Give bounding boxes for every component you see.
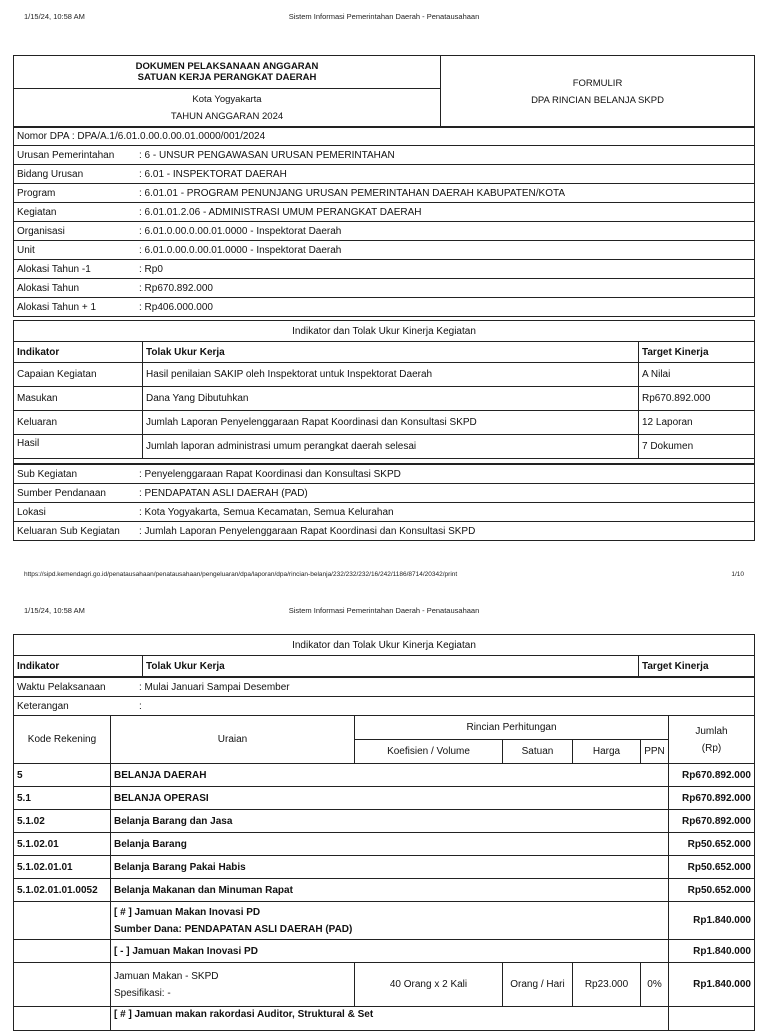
- sub-label: Lokasi: [17, 506, 46, 518]
- col-uraian: Uraian: [111, 716, 355, 764]
- info-value: : 6.01.01 - PROGRAM PENUNJANG URUSAN PEMERINTAHAN DAERAH KABUPATEN/KOTA: [139, 187, 566, 199]
- col-indikator: Indikator: [14, 656, 143, 677]
- item-name: Jamuan Makan - SKPD: [114, 970, 219, 982]
- cell-harga: Rp23.000: [573, 963, 641, 1007]
- info-row: [14, 222, 755, 241]
- group-sumber-dana: Sumber Dana: PENDAPATAN ASLI DAERAH (PAD): [114, 923, 353, 935]
- info-row: [14, 260, 755, 279]
- col-target: Target Kinerja: [639, 656, 755, 677]
- info-label: Alokasi Tahun -1: [17, 263, 91, 275]
- rincian-belanja-table: [13, 715, 755, 1031]
- col-tolak-ukur: Tolak Ukur Kerja: [143, 656, 639, 677]
- table-row: [14, 902, 755, 940]
- sub-row: [14, 465, 755, 484]
- sub-value: : Penyelenggaraan Rapat Koordinasi dan Konsultasi SKPD: [139, 468, 401, 480]
- info-value: : 6.01.01.2.06 - ADMINISTRASI UMUM PERANGKAT DAERAH: [139, 206, 422, 218]
- cell-indikator: Masukan: [14, 387, 143, 411]
- info-value: : Rp0: [139, 263, 163, 275]
- table-row: [14, 833, 755, 856]
- cell-jumlah: Rp1.840.000: [669, 940, 755, 963]
- cell-target: 7 Dokumen: [639, 435, 755, 459]
- page-header-2: [0, 606, 768, 620]
- cell-target: Rp670.892.000: [639, 387, 755, 411]
- info-label: Alokasi Tahun: [17, 282, 80, 294]
- sub-kegiatan-table: [13, 464, 755, 541]
- print-datetime: 1/15/24, 10:58 AM: [24, 12, 85, 21]
- table-row: [14, 879, 755, 902]
- cell-uraian: BELANJA DAERAH: [111, 764, 669, 787]
- waktu-table: [13, 677, 755, 716]
- table-row: [14, 411, 755, 435]
- cell-uraian: [ - ] Jamuan Makan Inovasi PD: [111, 940, 669, 963]
- table-row: [14, 435, 755, 459]
- col-jumlah-unit: (Rp): [701, 742, 722, 754]
- info-row: [14, 241, 755, 260]
- info-label: Alokasi Tahun + 1: [17, 301, 97, 313]
- info-label: Bidang Urusan: [17, 168, 84, 180]
- info-row: [14, 184, 755, 203]
- info-label: Organisasi: [17, 225, 65, 237]
- print-url: https://sipd.kemendagri.go.id/penatausahaan/penatausahaan/pengeluaran/dpa/laporan/dpa/rincian-belanja/232/232/232/16/242/1186/8714/20342/print: [24, 571, 458, 578]
- cell-kode: [14, 902, 111, 940]
- cell-indikator: Hasil: [14, 435, 143, 459]
- cell-tolak: Dana Yang Dibutuhkan: [143, 387, 639, 411]
- cell-jumlah: Rp670.892.000: [669, 764, 755, 787]
- cell-tolak: Hasil penilaian SAKIP oleh Inspektorat untuk Inspektorat Daerah: [143, 363, 639, 387]
- col-indikator: Indikator: [14, 342, 143, 363]
- cell-uraian: Belanja Barang Pakai Habis: [111, 856, 669, 879]
- indikator-title: Indikator dan Tolak Ukur Kinerja Kegiatan: [14, 321, 755, 342]
- sub-row: [14, 522, 755, 541]
- col-jumlah-label: Jumlah: [695, 725, 728, 737]
- col-tolak-ukur: Tolak Ukur Kerja: [143, 342, 639, 363]
- sub-row: [14, 503, 755, 522]
- cell-kode: [14, 1007, 111, 1031]
- sub-label: Sumber Pendanaan: [17, 487, 106, 499]
- col-ppn: PPN: [641, 740, 669, 764]
- cell-kode: [14, 963, 111, 1007]
- doc-title-line2: SATUAN KERJA PERANGKAT DAERAH: [137, 72, 317, 83]
- doc-title: [14, 56, 441, 89]
- info-row: [14, 146, 755, 165]
- info-value: : Rp406.000.000: [139, 301, 213, 313]
- cell-uraian: [111, 963, 355, 1007]
- sub-label: Sub Kegiatan: [17, 468, 78, 480]
- col-rincian-perhitungan: Rincian Perhitungan: [355, 716, 669, 740]
- cell-target: 12 Laporan: [639, 411, 755, 435]
- table-row: [14, 810, 755, 833]
- nomor-dpa: Nomor DPA : DPA/A.1/6.01.0.00.0.00.01.0000/001/2024: [14, 127, 755, 146]
- info-label: Unit: [17, 244, 35, 256]
- col-harga: Harga: [573, 740, 641, 764]
- table-row: [14, 963, 755, 1007]
- info-row: [14, 203, 755, 222]
- cell-kode: 5.1.02.01.01: [14, 856, 111, 879]
- info-label: Kegiatan: [17, 206, 57, 218]
- cell-jumlah: Rp670.892.000: [669, 810, 755, 833]
- doc-city-year: [14, 89, 441, 128]
- cell-jumlah: Rp670.892.000: [669, 787, 755, 810]
- cell-koefisien: 40 Orang x 2 Kali: [355, 963, 503, 1007]
- info-row: [14, 279, 755, 298]
- dpa-info-table: [13, 126, 755, 317]
- col-kode-rekening: Kode Rekening: [14, 716, 111, 764]
- col-satuan: Satuan: [503, 740, 573, 764]
- table-row: [14, 856, 755, 879]
- sub-label: Keluaran Sub Kegiatan: [17, 525, 120, 537]
- cell-uraian: [ # ] Jamuan makan rakordasi Auditor, Struktural & Set: [111, 1007, 669, 1031]
- cell-tolak: Jumlah Laporan Penyelenggaraan Rapat Koordinasi dan Konsultasi SKPD: [143, 411, 639, 435]
- page-number: 1/10: [731, 571, 744, 578]
- table-row: [14, 1007, 755, 1031]
- cell-kode: 5.1: [14, 787, 111, 810]
- cell-uraian: BELANJA OPERASI: [111, 787, 669, 810]
- form-line1: FORMULIR: [572, 77, 623, 89]
- col-target: Target Kinerja: [639, 342, 755, 363]
- cell-indikator: Capaian Kegiatan: [14, 363, 143, 387]
- item-spesifikasi: Spesifikasi: -: [114, 987, 171, 999]
- sub-value: : Jumlah Laporan Penyelenggaraan Rapat Koordinasi dan Konsultasi SKPD: [139, 525, 476, 537]
- form-title: [441, 56, 755, 128]
- sub-value: : Kota Yogyakarta, Semua Kecamatan, Semua Kelurahan: [139, 506, 394, 518]
- cell-uraian: [111, 902, 669, 940]
- waktu-value: : Mulai Januari Sampai Desember: [139, 681, 290, 693]
- doc-title-line1: DOKUMEN PELAKSANAAN ANGGARAN: [135, 61, 319, 72]
- city: Kota Yogyakarta: [192, 94, 262, 105]
- info-value: : Rp670.892.000: [139, 282, 213, 294]
- table-row: [14, 363, 755, 387]
- keterangan-row: [14, 697, 755, 716]
- cell-jumlah: Rp1.840.000: [669, 902, 755, 940]
- cell-uraian: Belanja Barang: [111, 833, 669, 856]
- form-line2: DPA RINCIAN BELANJA SKPD: [531, 94, 664, 106]
- indikator-title: Indikator dan Tolak Ukur Kinerja Kegiatan: [14, 635, 755, 656]
- print-datetime: 1/15/24, 10:58 AM: [24, 606, 85, 615]
- cell-jumlah: Rp50.652.000: [669, 833, 755, 856]
- indikator-table-2: [13, 634, 755, 677]
- cell-kode: 5.1.02.01.01.0052: [14, 879, 111, 902]
- table-row: [14, 787, 755, 810]
- document-header: [13, 55, 755, 128]
- sub-value: : PENDAPATAN ASLI DAERAH (PAD): [139, 487, 308, 499]
- site-title: Sistem Informasi Pemerintahan Daerah - Penatausahaan: [288, 12, 480, 21]
- fiscal-year: TAHUN ANGGARAN 2024: [170, 111, 284, 122]
- keterangan-label: Keterangan: [17, 700, 69, 712]
- cell-jumlah: Rp50.652.000: [669, 856, 755, 879]
- cell-kode: 5.1.02.01: [14, 833, 111, 856]
- indikator-table: [13, 320, 755, 464]
- cell-tolak: Jumlah laporan administrasi umum perangkat daerah selesai: [143, 435, 639, 459]
- info-row: [14, 298, 755, 317]
- cell-jumlah: Rp50.652.000: [669, 879, 755, 902]
- sub-row: [14, 484, 755, 503]
- site-title: Sistem Informasi Pemerintahan Daerah - Penatausahaan: [288, 606, 480, 615]
- table-row: [14, 764, 755, 787]
- info-row: [14, 165, 755, 184]
- table-row: [14, 940, 755, 963]
- cell-kode: 5: [14, 764, 111, 787]
- cell-jumlah: Rp1.840.000: [669, 963, 755, 1007]
- cell-kode: 5.1.02: [14, 810, 111, 833]
- table-row: [14, 387, 755, 411]
- keterangan-value: :: [139, 700, 142, 712]
- cell-satuan: Orang / Hari: [503, 963, 573, 1007]
- info-value: : 6.01 - INSPEKTORAT DAERAH: [139, 168, 287, 180]
- cell-target: A Nilai: [639, 363, 755, 387]
- col-jumlah: [669, 716, 755, 764]
- cell-uraian: Belanja Barang dan Jasa: [111, 810, 669, 833]
- waktu-label: Waktu Pelaksanaan: [17, 681, 106, 693]
- cell-ppn: 0%: [641, 963, 669, 1007]
- info-value: : 6 - UNSUR PENGAWASAN URUSAN PEMERINTAHAN: [139, 149, 395, 161]
- cell-uraian: Belanja Makanan dan Minuman Rapat: [111, 879, 669, 902]
- group-title: [ # ] Jamuan Makan Inovasi PD: [114, 906, 261, 918]
- info-value: : 6.01.0.00.0.00.01.0000 - Inspektorat Daerah: [139, 225, 342, 237]
- cell-kode: [14, 940, 111, 963]
- col-koefisien: Koefisien / Volume: [355, 740, 503, 764]
- cell-jumlah: [669, 1007, 755, 1031]
- info-value: : 6.01.0.00.0.00.01.0000 - Inspektorat Daerah: [139, 244, 342, 256]
- info-label: Urusan Pemerintahan: [17, 149, 115, 161]
- page-header: [0, 12, 768, 26]
- waktu-row: [14, 678, 755, 697]
- info-label: Program: [17, 187, 56, 199]
- cell-indikator: Keluaran: [14, 411, 143, 435]
